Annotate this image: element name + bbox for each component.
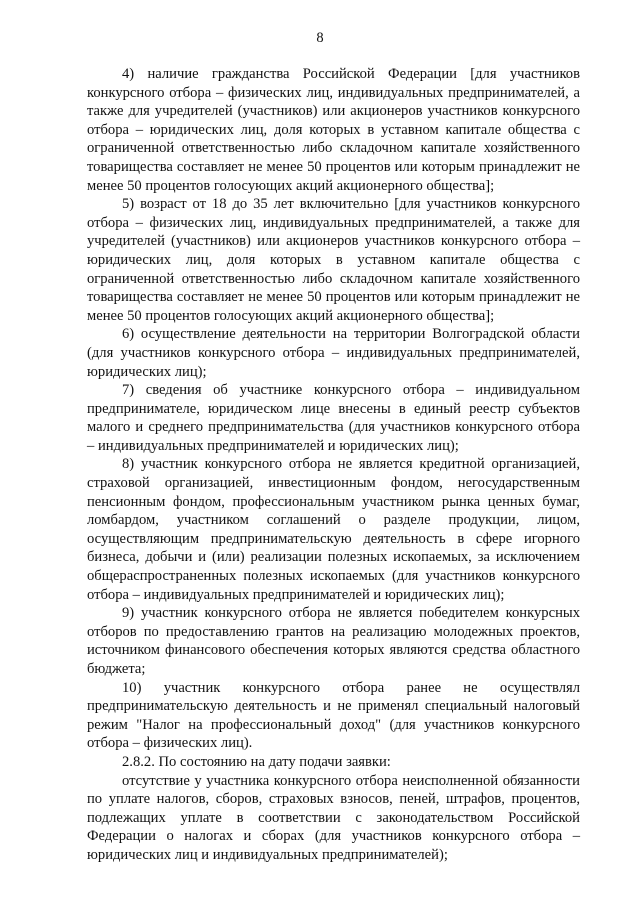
document-body <box>87 65 580 865</box>
page-number: 8 <box>316 30 324 46</box>
paragraph-item-8-not-financial-org: 8) участник конкурсного отбора не является кредитной организацией, страховой организацией, инвестиционным фондом, негосударственным пенсионным фондом, профессиональным участником рынка ценных бумаг, ломбардом, участником соглашений о разделе продукции, лицом, осуществляющим предпринимательскую деятельность в сфере игорного бизнеса, добычи и (или) реализации полезных ископаемых, за исключением общераспространенных полезных ископаемых (для участников конкурсного отбора – индивидуальных предпринимателей и юридических лиц); <box>87 456 580 603</box>
paragraph-item-7-registry: 7) сведения об участнике конкурсного отбора – индивидуальном предпринимателе, юридическом лице внесены в единый реестр субъектов малого и среднего предпринимательства (для участников конкурсного отбора – индивидуальных предпринимателей и юридических лиц); <box>87 382 580 454</box>
section-heading-2-8-2: 2.8.2. По состоянию на дату подачи заявки: <box>122 753 391 770</box>
paragraph-item-5-age: 5) возраст от 18 до 35 лет включительно [для участников конкурсного отбора – физических лиц, индивидуальных предпринимателей, а также для учредителей (участников) или акционеров участников конкурсного отбора – юридических лиц, доля которых в уставном капитале общества с ограниченной ответственностью либо складочном капитале хозяйственного товарищества составляет не менее 50 процентов или которым принадлежит не менее 50 процентов голосующих акций акционерного общества]; <box>87 196 580 324</box>
paragraph-item-6-territory: 6) осуществление деятельности на территории Волгоградской области (для участников конкурсного отбора – индивидуальных предпринимателей, юридических лиц); <box>87 326 580 380</box>
paragraph-item-4-citizenship: 4) наличие гражданства Российской Федерации [для участников конкурсного отбора – физических лиц, индивидуальных предпринимателей, а также для учредителей (участников) или акционеров участников конкурсного отбора – юридических лиц, доля которых в уставном капитале общества с ограниченной ответственностью либо складочном капитале хозяйственного товарищества составляет не менее 50 процентов или которым принадлежит не менее 50 процентов голосующих акций акционерного общества]; <box>87 66 580 194</box>
paragraph-item-10-no-prior-business: 10) участник конкурсного отбора ранее не осуществлял предпринимательскую деятельность и не применял специальный налоговый режим "Налог на профессиональный доход" (для участников конкурсного отбора – физических лиц). <box>87 679 580 752</box>
paragraph-no-tax-debt: отсутствие у участника конкурсного отбора неисполненной обязанности по уплате налогов, сборов, страховых взносов, пеней, штрафов, процентов, подлежащих уплате в соответствии с законодательством Российской Федерации о налогах и сборах (для участников конкурсного отбора – юридических лиц и индивидуальных предпринимателей); <box>87 772 580 863</box>
paragraph-item-9-not-winner: 9) участник конкурсного отбора не является победителем конкурсных отборов по предоставлению грантов на реализацию молодежных проектов, источником финансового обеспечения которых являются средства областного бюджета; <box>87 605 580 677</box>
